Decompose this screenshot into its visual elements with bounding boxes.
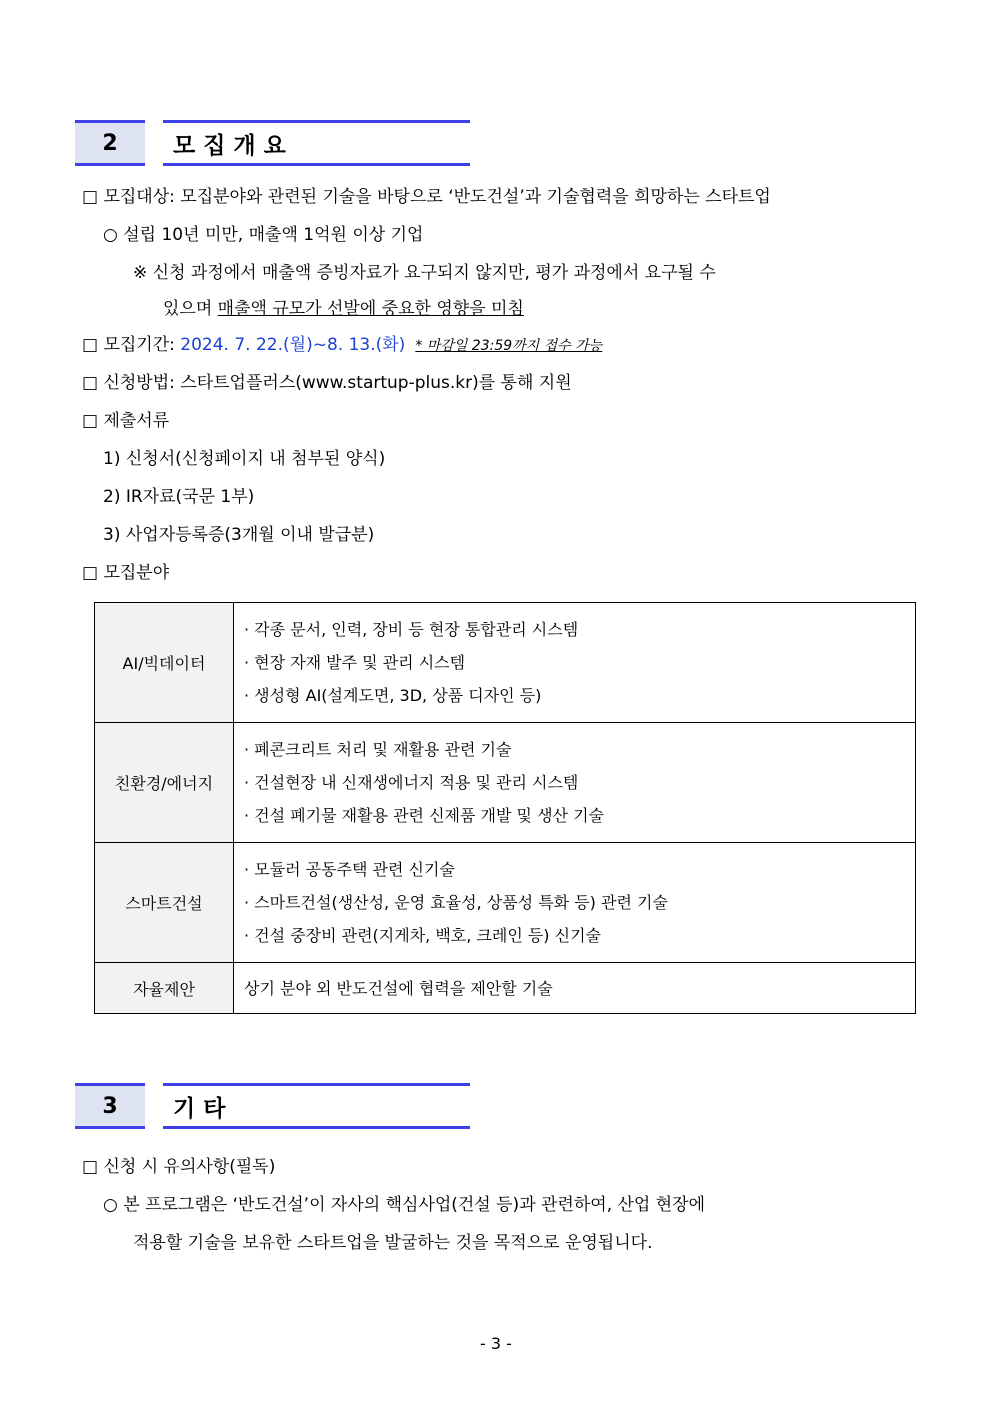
section-number: 3	[75, 1083, 145, 1129]
field-item: · 모듈러 공동주택 관련 신기술	[244, 860, 455, 879]
section-title: 모집개요	[163, 120, 470, 166]
target-note-emphasis: 매출액 규모가 선발에 중요한 영향을 미침	[217, 299, 524, 319]
period-line	[82, 330, 602, 355]
notice-line-2: 적용할 기술을 보유한 스타트업을 발굴하는 것을 목적으로 운영됩니다.	[133, 1233, 653, 1253]
items-cell	[234, 723, 916, 843]
section-2-header	[75, 120, 470, 166]
doc-item-2: 2) IR자료(국문 1부)	[103, 487, 255, 507]
table-row	[95, 603, 916, 723]
page-number: - 3 -	[480, 1334, 512, 1353]
field-item: · 건설 폐기물 재활용 관련 신제품 개발 및 생산 기술	[244, 806, 604, 825]
field-item: · 건설현장 내 신재생에너지 적용 및 관리 시스템	[244, 773, 579, 792]
target-note-prefix: 있으며	[163, 299, 218, 319]
target-sub-line: ○ 설립 10년 미만, 매출액 1억원 이상 기업	[103, 225, 424, 245]
docs-label: □ 제출서류	[82, 411, 170, 431]
table-row	[95, 963, 916, 1014]
doc-item-1: 1) 신청서(신청페이지 내 첨부된 양식)	[103, 449, 386, 469]
category-cell: 친환경/에너지	[95, 723, 234, 843]
target-line: □ 모집대상: 모집분야와 관련된 기술을 바탕으로 ‘반도건설’과 기술협력을 희망하는 스타트업	[82, 187, 771, 207]
target-note-line-2	[163, 294, 524, 319]
method-line: □ 신청방법: 스타트업플러스(www.startup-plus.kr)를 통해 지원	[82, 373, 572, 393]
field-item: · 건설 중장비 관련(지게차, 백호, 크레인 등) 신기술	[244, 926, 602, 945]
period-value: 2024. 7. 22.(월)~8. 13.(화)	[180, 335, 406, 355]
period-label: □ 모집기간:	[82, 335, 181, 355]
fields-label: □ 모집분야	[82, 563, 170, 583]
notice-label: □ 신청 시 유의사항(필독)	[82, 1157, 276, 1177]
section-title: 기타	[163, 1083, 470, 1129]
target-note-line-1: ※ 신청 과정에서 매출액 증빙자료가 요구되지 않지만, 평가 과정에서 요구될 수	[133, 263, 716, 283]
field-item: · 폐콘크리트 처리 및 재활용 관련 기술	[244, 740, 512, 759]
fields-table	[94, 602, 916, 1014]
field-item: 상기 분야 외 반도건설에 협력을 제안할 기술	[244, 978, 553, 998]
table-row	[95, 723, 916, 843]
items-cell	[234, 843, 916, 963]
table-row	[95, 843, 916, 963]
section-3-header	[75, 1083, 470, 1129]
items-cell	[234, 603, 916, 723]
items-cell	[234, 963, 916, 1014]
field-item: · 생성형 AI(설계도면, 3D, 상품 디자인 등)	[244, 686, 542, 705]
field-item: · 각종 문서, 인력, 장비 등 현장 통합관리 시스템	[244, 620, 579, 639]
notice-line-1: ○ 본 프로그램은 ‘반도건설’이 자사의 핵심사업(건설 등)과 관련하여, 산업 현장에	[103, 1195, 706, 1215]
category-cell: 스마트건설	[95, 843, 234, 963]
field-item: · 현장 자재 발주 및 관리 시스템	[244, 653, 466, 672]
field-item: · 스마트건설(생산성, 운영 효율성, 상품성 특화 등) 관련 기술	[244, 893, 668, 912]
category-cell: AI/빅데이터	[95, 603, 234, 723]
doc-item-3: 3) 사업자등록증(3개월 이내 발급분)	[103, 525, 375, 545]
section-number: 2	[75, 120, 145, 166]
period-note: * 마감일 23:59까지 접수 가능	[415, 338, 603, 354]
category-cell: 자율제안	[95, 963, 234, 1014]
